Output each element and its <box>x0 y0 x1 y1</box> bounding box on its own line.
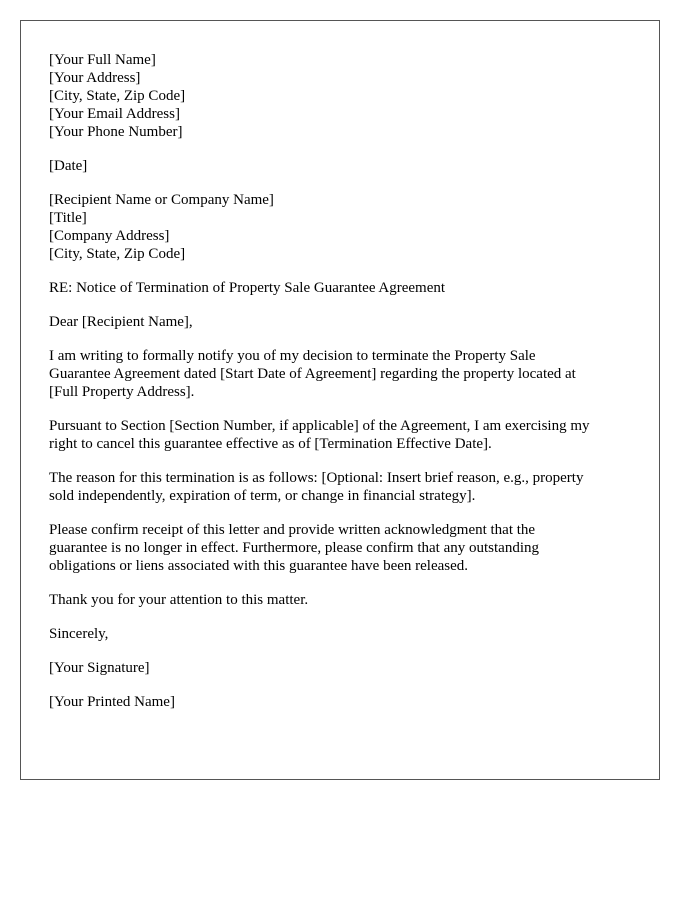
salutation: Dear [Recipient Name], <box>49 314 193 330</box>
sender-address: [Your Address] <box>49 70 141 86</box>
recipient-address: [Company Address] <box>49 228 170 244</box>
body-line: Please confirm receipt of this letter and provide written acknowledgment that the <box>49 522 536 538</box>
closing: Sincerely, <box>49 626 109 642</box>
letter-page <box>20 20 660 780</box>
body-line: Pursuant to Section [Section Number, if applicable] of the Agreement, I am exercising my <box>49 418 590 434</box>
recipient-city: [City, State, Zip Code] <box>49 246 186 262</box>
body-line: Guarantee Agreement dated [Start Date of Agreement] regarding the property located at <box>49 366 576 382</box>
printed-name: [Your Printed Name] <box>49 694 175 710</box>
recipient-block <box>49 191 631 263</box>
body-line: The reason for this termination is as follows: [Optional: Insert brief reason, e.g., property <box>49 470 584 486</box>
sender-email: [Your Email Address] <box>49 106 180 122</box>
signature: [Your Signature] <box>49 660 150 676</box>
sender-phone: [Your Phone Number] <box>49 124 183 140</box>
body-line: obligations or liens associated with this guarantee have been released. <box>49 558 469 574</box>
body-paragraph <box>49 521 631 575</box>
body-line: I am writing to formally notify you of my decision to terminate the Property Sale <box>49 348 536 364</box>
subject-line: RE: Notice of Termination of Property Sale Guarantee Agreement <box>49 280 446 296</box>
body-paragraph <box>49 469 631 505</box>
recipient-title: [Title] <box>49 210 87 226</box>
sender-block <box>49 51 631 141</box>
body-line: right to cancel this guarantee effective as of [Termination Effective Date]. <box>49 436 492 452</box>
recipient-name: [Recipient Name or Company Name] <box>49 192 274 208</box>
body-paragraph <box>49 417 631 453</box>
sender-city: [City, State, Zip Code] <box>49 88 186 104</box>
body-paragraph <box>49 347 631 401</box>
thanks-line: Thank you for your attention to this matter. <box>49 592 309 608</box>
date: [Date] <box>49 158 88 174</box>
body-line: [Full Property Address]. <box>49 384 195 400</box>
sender-name: [Your Full Name] <box>49 52 156 68</box>
body-line: sold independently, expiration of term, or change in financial strategy]. <box>49 488 476 504</box>
body-line: guarantee is no longer in effect. Furthermore, please confirm that any outstanding <box>49 540 539 556</box>
